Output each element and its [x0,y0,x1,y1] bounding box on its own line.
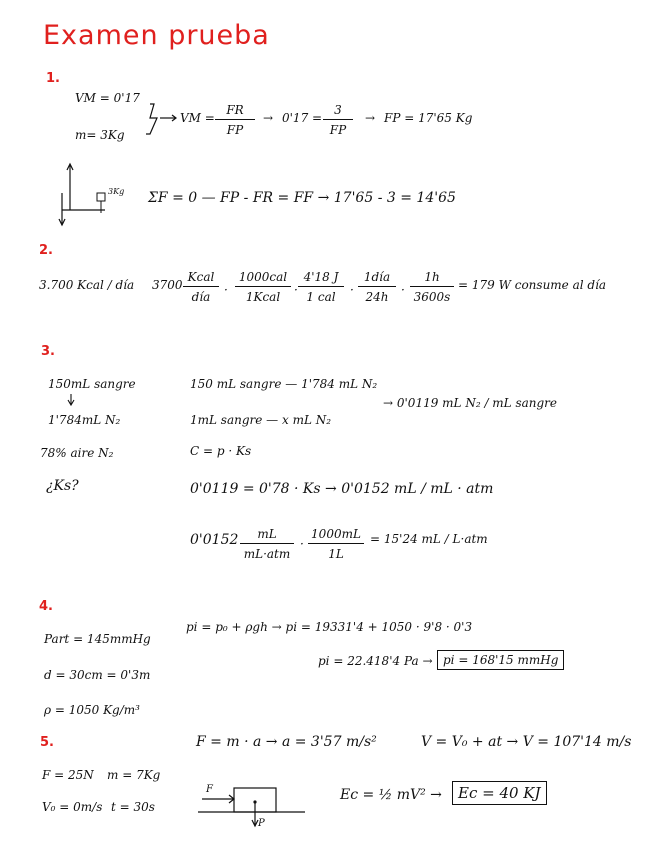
rule-line-1: 150 mL sangre — 1'784 mL N₂ [190,377,378,391]
ks-calc: 0'0119 = 0'78 · Ks → 0'0152 mL / mL · atm [190,481,494,497]
question-number-1: 1. [46,71,60,86]
fraction-numerator: 1h [410,270,454,287]
force-label: F [206,784,213,795]
fraction-denominator: 24h [365,290,389,304]
fraction-numerator: 4'18 J [298,270,344,287]
q3-result: = 15'24 mL / L·atm [370,532,488,546]
q2-result: = 179 W consume al día [458,278,607,292]
given-kcal: 3.700 Kcal / día [39,278,135,292]
rule-line-2: 1mL sangre — x mL N₂ [190,413,332,427]
acceleration-equation: F = m · a → a = 3'57 m/s² [196,734,377,750]
question-number-3: 3. [41,344,55,359]
arrow-text: → [365,111,376,125]
sum-forces: ΣF = 0 — FP - FR = FF → 17'65 - 3 = 14'65 [148,190,456,206]
fraction-cal-kcal [235,270,291,304]
question-number-4: 4. [39,599,53,614]
given-pressure: Part = 145mmHg [44,632,151,646]
given-question: ¿Ks? [46,478,79,494]
fraction-j-cal [298,270,344,304]
given-depth: d = 30cm = 0'3m [44,668,151,682]
kinetic-energy-equation: Ec = ½ mV² → [340,787,442,803]
fraction-denominator: 3600s [413,290,451,304]
given-n2: 1'784mL N₂ [48,413,121,427]
rule-result: → 0'0119 mL N₂ / mL sangre [383,396,558,410]
fraction-denominator: día [191,290,211,304]
henry-formula: C = p · Ks [190,444,252,458]
vm-value: 0'17 = [282,111,323,125]
fraction-fr-fp [215,103,255,137]
fraction-denominator: FP [329,123,347,137]
fraction-denominator: mL·atm [243,547,291,561]
given-air: 78% aire N₂ [40,446,114,460]
fraction-ml-l [308,527,364,561]
fraction-numerator: FR [215,103,255,120]
given-mass: m = 7Kg [107,768,161,782]
given-v0: V₀ = 0m/s [42,800,103,814]
fraction-numerator: 3 [323,103,353,120]
given-force: F = 25N [42,768,94,782]
block-diagram-q5 [198,788,305,826]
given-vm: VM = 0'17 [75,91,140,105]
fraction-h-s [410,270,454,304]
given-blood: 150mL sangre [48,377,136,391]
pressure-pa: pi = 22.418'4 Pa → [318,654,433,668]
fraction-ml-mlatm [240,527,294,561]
fraction-denominator: FP [226,123,244,137]
lead-value: 3700 [152,278,183,292]
given-density: ρ = 1050 Kg/m³ [44,703,140,717]
question-number-2: 2. [39,243,53,258]
page-title: Examen prueba [43,20,270,51]
lead-value: 0'0152 [190,532,239,548]
arrow-text: → [263,111,274,125]
fraction-numerator: 1día [358,270,396,287]
force-diagram-q1 [59,164,105,225]
fraction-denominator: 1Kcal [245,290,281,304]
pressure-result-box: pi = 168'15 mmHg [437,650,564,670]
given-time: t = 30s [111,800,155,814]
fraction-dia-h [358,270,396,304]
given-mass: m= 3Kg [75,128,125,142]
velocity-equation: V = V₀ + at → V = 107'14 m/s [421,734,632,750]
fraction-numerator: 1000cal [235,270,291,287]
vm-equation: VM = [180,111,215,125]
mass-label: 3Kg [108,187,125,196]
fraction-numerator: mL [240,527,294,544]
fraction-3-fp [323,103,353,137]
fraction-denominator: 1L [328,547,344,561]
pressure-equation: pi = p₀ + ρgh → pi = 19331'4 + 1050 · 9'8 · 0'3 [186,620,473,634]
weight-label: P [258,818,265,829]
kinetic-energy-result-box: Ec = 40 KJ [452,781,547,805]
question-number-5: 5. [40,735,54,750]
fp-result: FP = 17'65 Kg [384,111,473,125]
fraction-kcal-dia [183,270,219,304]
brace-q1 [146,104,157,134]
fraction-numerator: 1000mL [308,527,364,544]
fraction-denominator: 1 cal [306,290,336,304]
fraction-numerator: Kcal [183,270,219,287]
